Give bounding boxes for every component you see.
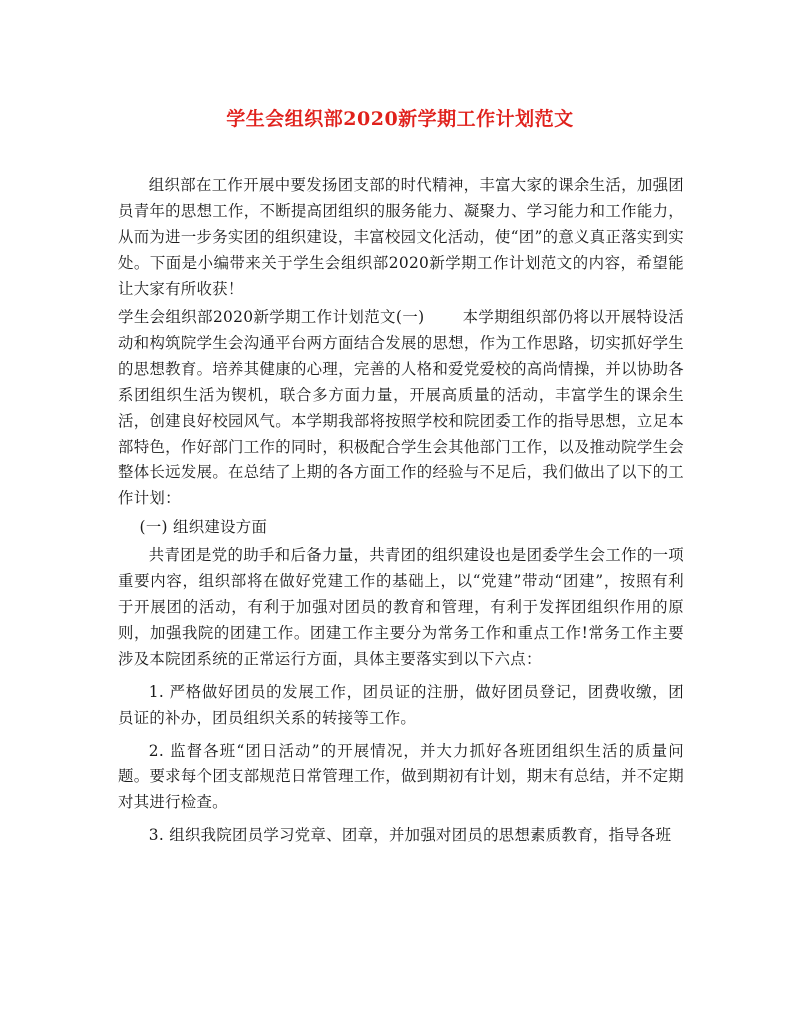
list-item: 2. 监督各班“团日活动”的开展情况，并大力抓好各班团组织生活的质量问题。要求每个团支部规范日常管理工作，做到期初有计划，期末有总结，并不定期对其进行检查。 bbox=[118, 741, 684, 812]
section-1-body: 本学期组织部仍将以开展特设活动和构筑院学生会沟通平台两方面结合发展的思想，作为工作思路，切实抓好学生的思想教育。培养其健康的心理，完善的人格和爱党爱校的高尚情操，并以协助各系团组织生活为锲机，联合多方面力量，开展高质量的活动，丰富学生的课余生活，创建良好校园风气。本学期我部将按照学校和院团委工作的指导思想，立足本部特色，作好部门工作的同时，积极配合学生会其他部门工作，以及推动院学生会整体长远发展。在总结了上期的各方面工作的经验与不足后，我们做出了以下的工作计划： bbox=[118, 308, 685, 508]
section-1-label: 学生会组织部2020新学期工作计划范文(一) bbox=[118, 308, 425, 327]
document-title: 学生会组织部2020新学期工作计划范文 bbox=[226, 108, 574, 130]
subsection-1-body: 共青团是党的助手和后备力量，共青团的组织建设也是团委学生会工作的一项重要内容，组织部将在做好党建工作的基础上，以“党建”带动“团建”，按照有利于开展团的活动，有利于加强对团员的教育和管理，有利于发挥团组织作用的原则，加强我院的团建工作。团建工作主要分为常务工作和重点工作!常务工作主要涉及本院团系统的正常运行方面，具体主要落实到以下六点： bbox=[118, 546, 684, 668]
intro-paragraph: 组织部在工作开展中要发扬团支部的时代精神，丰富大家的课余生活，加强团员青年的思想工作，不断提高团组织的服务能力、凝聚力、学习能力和工作能力，从而为进一步务实团的组织建设，丰富校园文化活动，使“团”的意义真正落实到实处。下面是小编带来关于学生会组织部2020新学期工作计划范文的内容，希望能让大家有所收获！ bbox=[118, 176, 684, 298]
subsection-1-heading: (一) 组织建设方面 bbox=[139, 517, 268, 536]
section-1-paragraph bbox=[118, 305, 684, 512]
document-body bbox=[118, 173, 684, 849]
list-item: 3. 组织我院团员学习党章、团章，并加强对团员的思想素质教育，指导各班 bbox=[148, 826, 672, 845]
list-item: 1. 严格做好团员的发展工作，团员证的注册，做好团员登记，团费收缴，团员证的补办，团员组织关系的转接等工作。 bbox=[118, 682, 684, 727]
